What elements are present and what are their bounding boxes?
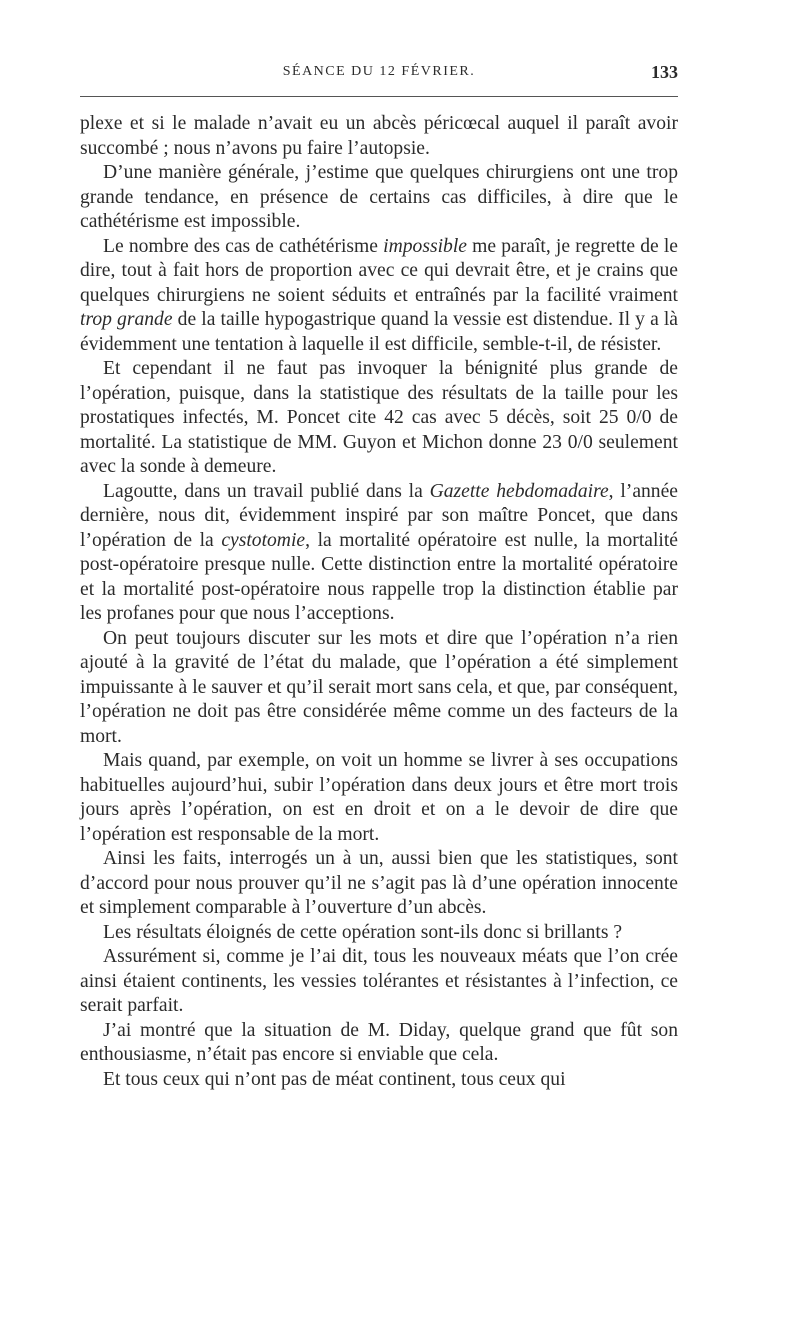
text-run: Le nombre des cas de cathétérisme bbox=[103, 235, 384, 257]
paragraph bbox=[80, 1019, 678, 1068]
paragraph bbox=[80, 921, 678, 946]
paragraph bbox=[80, 627, 678, 750]
text-run: plexe et si le malade n’avait eu un abcès péricœcal auquel il paraît avoir succombé ; nous n’avons pu faire l’autopsie. bbox=[80, 113, 678, 159]
paragraph bbox=[80, 161, 678, 235]
paragraph bbox=[80, 749, 678, 847]
text-run: Mais quand, par exemple, on voit un homme se livrer à ses occupations habituelles aujourd’hui, subir l’opération dans deux jours et être mort trois jours après l’opération, on est en droit et on a le devoir de dire que l’opération est responsable de la mort. bbox=[80, 750, 678, 845]
text-run: Assurément si, comme je l’ai dit, tous les nouveaux méats que l’on crée ainsi étaient continents, les vessies tolérantes et résistantes à l’infection, ce serait parfait. bbox=[80, 946, 678, 1016]
text-run: me paraît, je regrette de le dire, tout à fait hors de proportion avec ce qui devrait être, et je crains que quelques chirurgiens ne soient séduits et entraînés par la facilité vraiment bbox=[80, 235, 678, 306]
header-rule bbox=[80, 96, 678, 97]
text-run: , la mortalité opératoire est nulle, la mortalité post-opératoire presque nulle. Cette distinction entre la mortalité opératoire et la mortalité post-opératoire nous rappelle trop la distinction établie par les profanes pour que nous l’acceptions. bbox=[80, 529, 678, 624]
text-run: Et tous ceux qui n’ont pas de méat continent, tous ceux qui bbox=[103, 1068, 566, 1090]
paragraph bbox=[80, 847, 678, 921]
running-title: SÉANCE DU 12 FÉVRIER. bbox=[282, 64, 476, 79]
italic-text: trop grande bbox=[80, 309, 173, 330]
page-header bbox=[80, 62, 678, 86]
text-run: J’ai montré que la situation de M. Diday, quelque grand que fût son enthousiasme, n’était pas encore si enviable que cela. bbox=[80, 1019, 678, 1065]
page-number: 133 bbox=[651, 62, 678, 82]
text-run: Ainsi les faits, interrogés un à un, aussi bien que les statistiques, sont d’accord pour nous prouver qu’il ne s’agit pas là d’une opération innocente et simplement comparable à l’ouverture d’un abcès. bbox=[80, 848, 678, 918]
text-run: Les résultats éloignés de cette opération sont-ils donc si brillants ? bbox=[103, 921, 623, 943]
text-run: D’une manière générale, j’estime que quelques chirurgiens ont une trop grande tendance, en présence de certains cas difficiles, à dire que le cathétérisme est impossible. bbox=[80, 162, 678, 232]
text-run: Lagoutte, dans un travail publié dans la bbox=[103, 480, 430, 502]
italic-text: impossible bbox=[383, 235, 467, 257]
paragraph bbox=[80, 945, 678, 1019]
paragraph bbox=[80, 235, 678, 358]
text-run: , l’année dernière, nous dit, évidemment inspiré par son maître Poncet, que dans l’opération de la bbox=[80, 480, 678, 551]
italic-text: Gazette hebdomadaire bbox=[429, 480, 609, 502]
italic-text: cystotomie bbox=[221, 529, 306, 551]
paragraph bbox=[80, 1068, 678, 1093]
text-run: Et cependant il ne faut pas invoquer la bénignité plus grande de l’opération, puisque, dans la statistique des résultats de la taille pour les prostatiques infectés, M. Poncet cite 42 cas avec 5 décès, soit 25 0/0 de mortalité. La statistique de MM. Guyon et Michon donne 23 0/0 seulement avec la sonde à demeure. bbox=[80, 358, 678, 477]
body-text bbox=[80, 112, 678, 1092]
paragraph bbox=[80, 112, 678, 161]
text-run: On peut toujours discuter sur les mots et dire que l’opération n’a rien ajouté à la gravité de l’état du malade, que l’opération a été simplement impuissante à le sauver et qu’il serait mort sans cela, et que, par conséquent, l’opération ne doit pas être considérée même comme un des facteurs de la mort. bbox=[80, 627, 678, 747]
text-run: de la taille hypogastrique quand la vessie est distendue. Il y a là évidemment une tentation à laquelle il est difficile, semble-t-il, de résister. bbox=[80, 309, 679, 355]
paragraph bbox=[80, 357, 678, 480]
paragraph bbox=[80, 480, 678, 627]
